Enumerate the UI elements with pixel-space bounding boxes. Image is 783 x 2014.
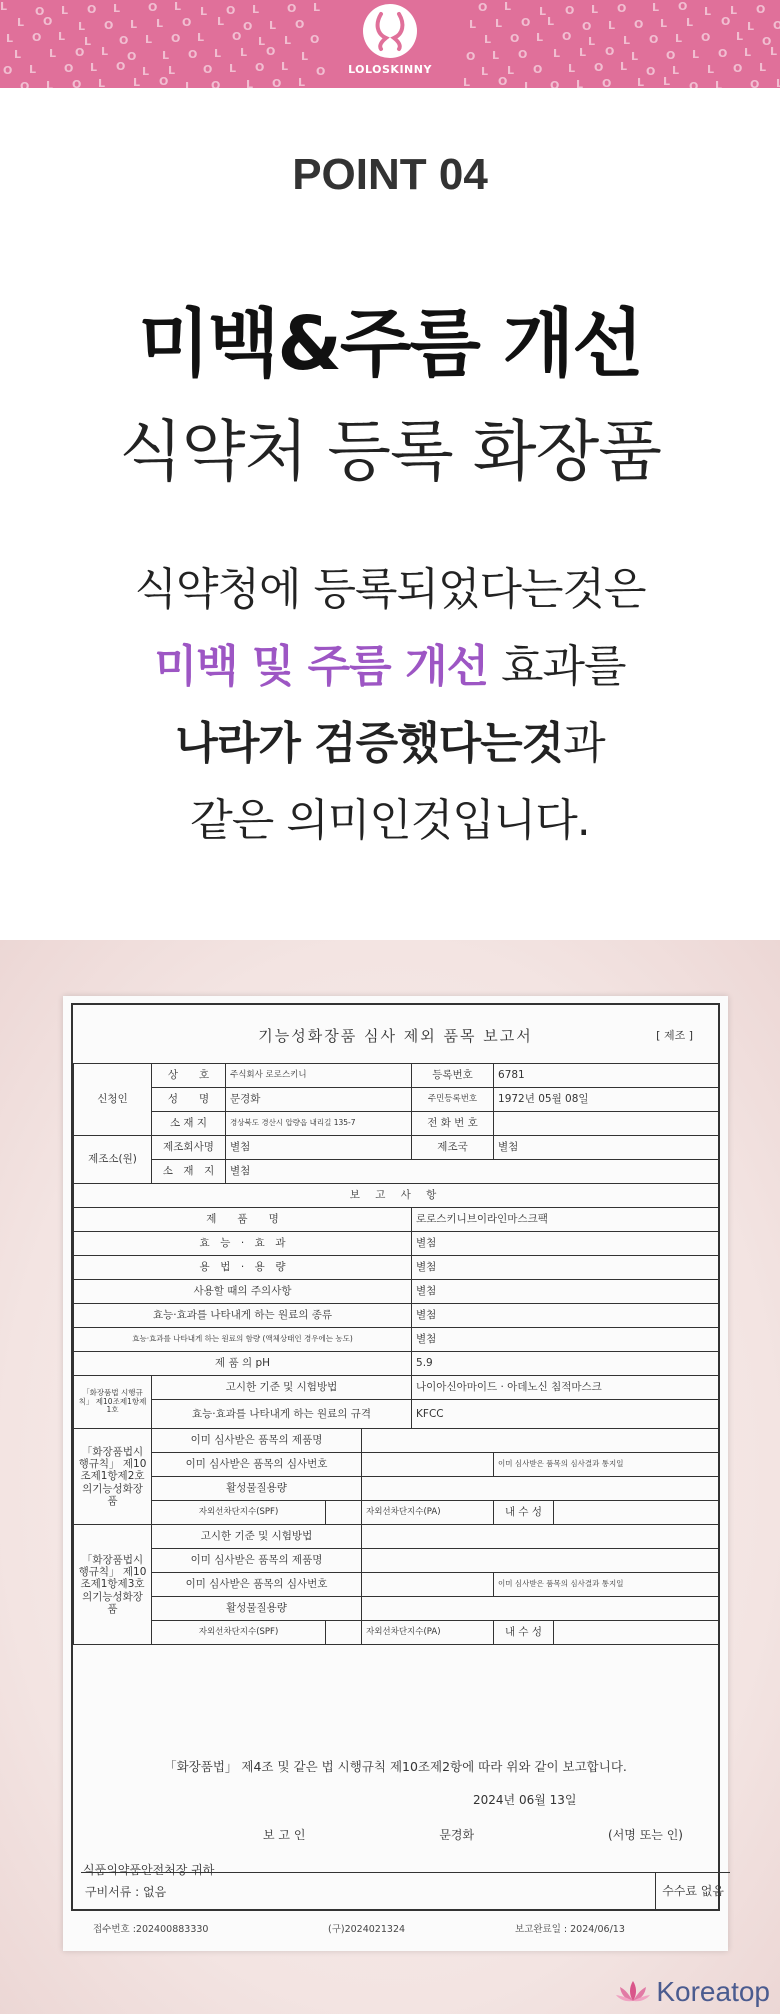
pattern-letter: O [756, 3, 766, 16]
pattern-letter: O [255, 61, 265, 74]
pattern-letter: L [663, 75, 671, 88]
pattern-letter: O [32, 31, 42, 44]
document-frame [71, 1003, 724, 1911]
pattern-letter: O [188, 48, 198, 61]
pattern-letter: O [87, 3, 97, 16]
pattern-letter: L [469, 18, 477, 31]
body-line-3-rest: 과 [563, 718, 605, 769]
pattern-letter: L [281, 60, 289, 73]
phone-label: 전 화 번 호 [412, 1112, 494, 1136]
pattern-letter: L [660, 17, 668, 30]
pattern-letter: L [217, 15, 225, 28]
group2-water-label: 내 수 성 [494, 1501, 554, 1525]
pattern-letter: O [478, 1, 488, 14]
title-primary: 미백&주름 개선 [138, 301, 642, 387]
fee: 수수료 없음 [655, 1873, 724, 1909]
group1-std-value: 나이아신아마이드 · 아데노신 침적마스크 [412, 1376, 719, 1400]
id-label: 주민등록번호 [412, 1088, 494, 1112]
address-label: 소 재 지 [152, 1112, 226, 1136]
pattern-letter: L [14, 48, 22, 61]
pattern-letter: L [547, 15, 555, 28]
watermark [616, 1976, 770, 2008]
pattern-letter: O [316, 65, 326, 78]
pattern-letter: O [521, 16, 531, 29]
pattern-letter: L [481, 65, 489, 78]
item-value: 별첨 [412, 1232, 719, 1256]
applicant-section: 신청인 [74, 1064, 152, 1136]
title-secondary: 식약처 등록 화장품 [118, 413, 661, 490]
pattern-letter: O [718, 47, 728, 60]
reporter-name: 문경화 [439, 1828, 475, 1842]
pattern-letter: O [466, 50, 476, 63]
item-label: 효능·효과를 나타내게 하는 원료의 함량 (액체상태인 경우에는 농도) [74, 1328, 412, 1352]
pattern-letter: L [0, 0, 8, 13]
group2-spf-label: 자외선차단지수(SPF) [152, 1501, 326, 1525]
mfr-country-label: 제조국 [412, 1136, 494, 1160]
pattern-letter: L [692, 48, 700, 61]
group2-active-value [362, 1477, 719, 1501]
group1-section: 「화장품법 시행규칙」 제10조제1항제1호 [74, 1376, 152, 1429]
pattern-letter: L [588, 35, 596, 48]
pattern-letter: O [701, 31, 711, 44]
pattern-letter: L [675, 32, 683, 45]
item-label: 제 품 의 pH [74, 1352, 412, 1376]
group3-std-label: 고시한 기준 및 시험방법 [152, 1525, 362, 1549]
group2-water-value [554, 1501, 719, 1525]
pattern-letter: L [298, 76, 306, 89]
group3-section: 「화장품법시행규칙」 제10조제1항제3호의기능성화장품 [74, 1525, 152, 1645]
mfr-name-label: 제조회사명 [152, 1136, 226, 1160]
pattern-letter: L [214, 47, 222, 60]
pattern-letter: O [594, 61, 604, 74]
pattern-letter: O [232, 30, 242, 43]
manufacturer-section: 제조소(원) [74, 1136, 152, 1184]
address-value: 경상북도 경산시 압량읍 내리길 135-7 [226, 1112, 412, 1136]
reporter-line [263, 1826, 683, 1843]
pattern-letter: O [211, 79, 221, 92]
brand-banner [0, 0, 783, 93]
pattern-letter: O [533, 63, 543, 76]
reg-no-label: 등록번호 [412, 1064, 494, 1088]
pattern-letter: L [704, 5, 712, 18]
group2-approved-name-label: 이미 심사받은 품목의 제품명 [152, 1429, 362, 1453]
pattern-letter: L [759, 61, 767, 74]
pattern-letter: L [707, 63, 715, 76]
group3-pa-label: 자외선차단지수(PA) [362, 1621, 494, 1645]
pattern-letter: L [252, 3, 260, 16]
pattern-letter: O [582, 20, 592, 33]
pattern-letter: O [20, 80, 30, 93]
mfr-address-label: 소 재 지 [152, 1160, 226, 1184]
report-table [73, 1063, 719, 1645]
body-line-2-rest: 효과를 [487, 641, 626, 692]
pattern-letter: L [301, 50, 309, 63]
pattern-letter: O [518, 48, 528, 61]
pattern-letter: L [78, 20, 86, 33]
group1-spec-label: 효능·효과를 나타내게 하는 원료의 규격 [152, 1400, 412, 1429]
item-value: 별첨 [412, 1328, 719, 1352]
item-value: 별첨 [412, 1304, 719, 1328]
group2-approved-no-label: 이미 심사받은 품목의 심사번호 [152, 1453, 362, 1477]
group2-approved-no-value [362, 1453, 494, 1477]
pattern-letter: L [539, 5, 547, 18]
pattern-letter: L [492, 49, 500, 62]
pattern-letter: O [272, 77, 282, 90]
group2-result-label: 이미 심사받은 품목의 심사결과 통지일 [494, 1453, 719, 1477]
pattern-letter: O [310, 33, 320, 46]
item-label: 용 법 · 용 량 [74, 1256, 412, 1280]
id-value: 1972년 05월 08일 [494, 1088, 719, 1112]
completion-date: 보고완료일 : 2024/06/13 [515, 1924, 625, 1935]
pattern-letter: L [747, 20, 755, 33]
pattern-letter: O [226, 4, 236, 17]
pattern-letter: L [101, 45, 109, 58]
pattern-letter: L [776, 77, 783, 90]
pattern-letter: O [104, 19, 114, 32]
reg-no-value: 6781 [494, 1064, 719, 1088]
pattern-letter: L [156, 17, 164, 30]
body-line-3 [0, 707, 780, 771]
pattern-letter: O [3, 64, 13, 77]
item-value: 5.9 [412, 1352, 719, 1376]
pattern-letter: O [605, 45, 615, 58]
pattern-letter: L [258, 35, 266, 48]
pattern-letter: O [43, 15, 53, 28]
pattern-letter: L [637, 76, 645, 89]
receipt-number: 접수번호 :202400883330 [93, 1924, 209, 1935]
highlight-text: 미백 및 주름 개선 [154, 641, 488, 692]
pattern-letter: L [553, 47, 561, 60]
pattern-letter: L [524, 80, 532, 93]
pattern-letter: O [510, 32, 520, 45]
point-label: POINT 04 [292, 150, 488, 199]
item-label: 제 품 명 [74, 1208, 412, 1232]
pattern-letter: O [182, 16, 192, 29]
company-label: 상 호 [152, 1064, 226, 1088]
pattern-letter: L [84, 35, 92, 48]
pattern-letter: L [113, 2, 121, 15]
pattern-letter: L [463, 76, 471, 89]
pattern-letter: L [579, 46, 587, 59]
pattern-letter: O [565, 4, 575, 17]
group2-pa-label: 자외선차단지수(PA) [362, 1501, 494, 1525]
pattern-letter: L [484, 33, 492, 46]
document-tag: [ 제조 ] [656, 1029, 693, 1042]
item-label: 사용할 때의 주의사항 [74, 1280, 412, 1304]
group3-spf-value [326, 1621, 362, 1645]
item-value: 별첨 [412, 1256, 719, 1280]
group3-approved-name-value [362, 1549, 719, 1573]
pattern-letter: O [295, 18, 305, 31]
item-value: 로로스키니브이라인마스크팩 [412, 1208, 719, 1232]
pattern-letter: O [562, 30, 572, 43]
document-title: 기능성화장품 심사 제외 품목 보고서 [258, 1027, 533, 1045]
brand-logo [0, 4, 783, 76]
item-label: 효능·효과를 나타내게 하는 원료의 종류 [74, 1304, 412, 1328]
pattern-letter: L [495, 17, 503, 30]
pattern-letter: O [602, 77, 612, 90]
reporter-label: 보 고 인 [263, 1828, 306, 1842]
report-header: 보 고 사 항 [74, 1184, 719, 1208]
pattern-letter: O [678, 0, 688, 13]
pattern-letter: L [145, 33, 153, 46]
pattern-letter: L [620, 60, 628, 73]
group3-result-label: 이미 심사받은 품목의 심사결과 통지일 [494, 1573, 719, 1597]
addressee: 식품의약품안전처장 귀하 [83, 1863, 215, 1877]
pattern-letter: L [284, 34, 292, 47]
group3-approved-no-value [362, 1573, 494, 1597]
pattern-letter: O [116, 60, 126, 73]
pattern-letter: O [762, 35, 772, 48]
group3-active-label: 활성물질용량 [152, 1597, 362, 1621]
group3-spf-label: 자외선차단지수(SPF) [152, 1621, 326, 1645]
pattern-letter: L [229, 62, 237, 75]
document-section [0, 940, 780, 2014]
pattern-letter: L [770, 45, 778, 58]
pattern-letter: O [721, 15, 731, 28]
bold-text: 나라가 검증했다는것 [175, 718, 564, 769]
pattern-letter: L [608, 19, 616, 32]
body-line-2 [0, 630, 780, 694]
pattern-letter: O [119, 34, 129, 47]
name-label: 성 명 [152, 1088, 226, 1112]
report-date: 2024년 06월 13일 [473, 1793, 577, 1807]
pattern-letter: L [61, 4, 69, 17]
group2-spf-value [326, 1501, 362, 1525]
group1-std-label: 고시한 기준 및 시험방법 [152, 1376, 412, 1400]
pattern-letter: L [623, 34, 631, 47]
pattern-letter: L [686, 16, 694, 29]
pattern-letter: O [689, 80, 699, 93]
group3-std-value [362, 1525, 719, 1549]
signature-note: (서명 또는 인) [608, 1828, 683, 1842]
pattern-letter: L [29, 63, 37, 76]
documents-row [81, 1872, 730, 1908]
pattern-letter: L [58, 30, 66, 43]
group2-section: 「화장품법시행규칙」 제10조제1항제2호의기능성화장품 [74, 1429, 152, 1525]
pattern-letter: L [730, 4, 738, 17]
group3-approved-name-label: 이미 심사받은 품목의 제품명 [152, 1549, 362, 1573]
pattern-letter: O [203, 63, 213, 76]
pattern-letter: O [266, 45, 276, 58]
documents-list: 구비서류 : 없음 [85, 1885, 167, 1899]
watermark-text: Koreatop [656, 1976, 770, 2007]
pattern-letter: O [498, 75, 508, 88]
pattern-letter: O [750, 78, 760, 91]
group3-water-value [554, 1621, 719, 1645]
pattern-letter: O [617, 2, 627, 15]
pattern-letter: L [736, 30, 744, 43]
pattern-letter: L [652, 1, 660, 14]
group1-spec-value: KFCC [412, 1400, 719, 1429]
pattern-letter: O [733, 62, 743, 75]
pattern-letter: O [243, 20, 253, 33]
pattern-letter: L [744, 46, 752, 59]
pattern-letter: O [127, 50, 137, 63]
group3-water-label: 내 수 성 [494, 1621, 554, 1645]
pattern-letter: L [185, 80, 193, 93]
pattern-letter: L [631, 50, 639, 63]
old-number: (구)2024021324 [328, 1924, 406, 1935]
mfr-name-value: 별첨 [226, 1136, 412, 1160]
pattern-letter: O [649, 33, 659, 46]
pattern-letter: O [35, 5, 45, 18]
pattern-letter: L [269, 19, 277, 32]
pattern-letter: L [672, 64, 680, 77]
pattern-letter: O [72, 78, 82, 91]
pattern-letter: L [174, 0, 182, 13]
pattern-letter: L [133, 76, 141, 89]
pattern-letter: O [159, 75, 169, 88]
pattern-letter: O [550, 79, 560, 92]
group2-active-label: 활성물질용량 [152, 1477, 362, 1501]
pattern-letter: L [568, 62, 576, 75]
pattern-letter: L [715, 79, 723, 92]
pattern-letter: L [46, 79, 54, 92]
pattern-letter: L [591, 3, 599, 16]
pattern-letter: L [17, 16, 25, 29]
pattern-letter: L [142, 65, 150, 78]
pattern-letter: L [313, 1, 321, 14]
phone-value [494, 1112, 719, 1136]
pattern-letter: O [148, 1, 158, 14]
pattern-letter: L [504, 0, 512, 13]
mfr-country-value: 별첨 [494, 1136, 719, 1160]
declaration: 「화장품법」 제4조 및 같은 법 시행규칙 제10조제2항에 따라 위와 같이 보고합니다. [164, 1759, 627, 1774]
pattern-letter: L [240, 46, 248, 59]
pattern-letter: L [536, 31, 544, 44]
pattern-letter: O [171, 32, 181, 45]
pattern-letter: O [287, 2, 297, 15]
lotus-icon [616, 1979, 650, 2005]
report-document [63, 996, 728, 1951]
item-label: 효 능 · 효 과 [74, 1232, 412, 1256]
pattern-letter: L [576, 78, 584, 91]
pattern-letter: L [49, 47, 57, 60]
pattern-letter: L [90, 61, 98, 74]
group2-approved-name-value [362, 1429, 719, 1453]
pattern-letter: O [666, 49, 676, 62]
pattern-letter: L [246, 78, 254, 91]
pattern-letter: L [168, 64, 176, 77]
mfr-address-value: 별첨 [226, 1160, 719, 1184]
pattern-letter: L [6, 32, 14, 45]
pattern-letter: L [197, 31, 205, 44]
pattern-letter: O [75, 46, 85, 59]
logo-icon [363, 4, 417, 58]
pattern-letter: L [507, 64, 515, 77]
pattern-letter: L [98, 77, 106, 90]
pattern-letter: L [162, 49, 170, 62]
pattern-letter: O [773, 19, 783, 32]
brand-name: LOLOSKINNY [348, 63, 432, 76]
name-value: 문경화 [226, 1088, 412, 1112]
group3-approved-no-label: 이미 심사받은 품목의 심사번호 [152, 1573, 362, 1597]
pattern-letter: L [200, 5, 208, 18]
pattern-letter: O [646, 65, 656, 78]
item-value: 별첨 [412, 1280, 719, 1304]
pattern-letter: O [64, 62, 74, 75]
company-value: 주식회사 로로스키니 [226, 1064, 412, 1088]
body-line-4: 같은 의미인것입니다. [190, 795, 590, 846]
body-line-1: 식약청에 등록되었다는것은 [134, 564, 646, 615]
pattern-letter: L [130, 18, 138, 31]
group3-active-value [362, 1597, 719, 1621]
pattern-letter: O [634, 18, 644, 31]
